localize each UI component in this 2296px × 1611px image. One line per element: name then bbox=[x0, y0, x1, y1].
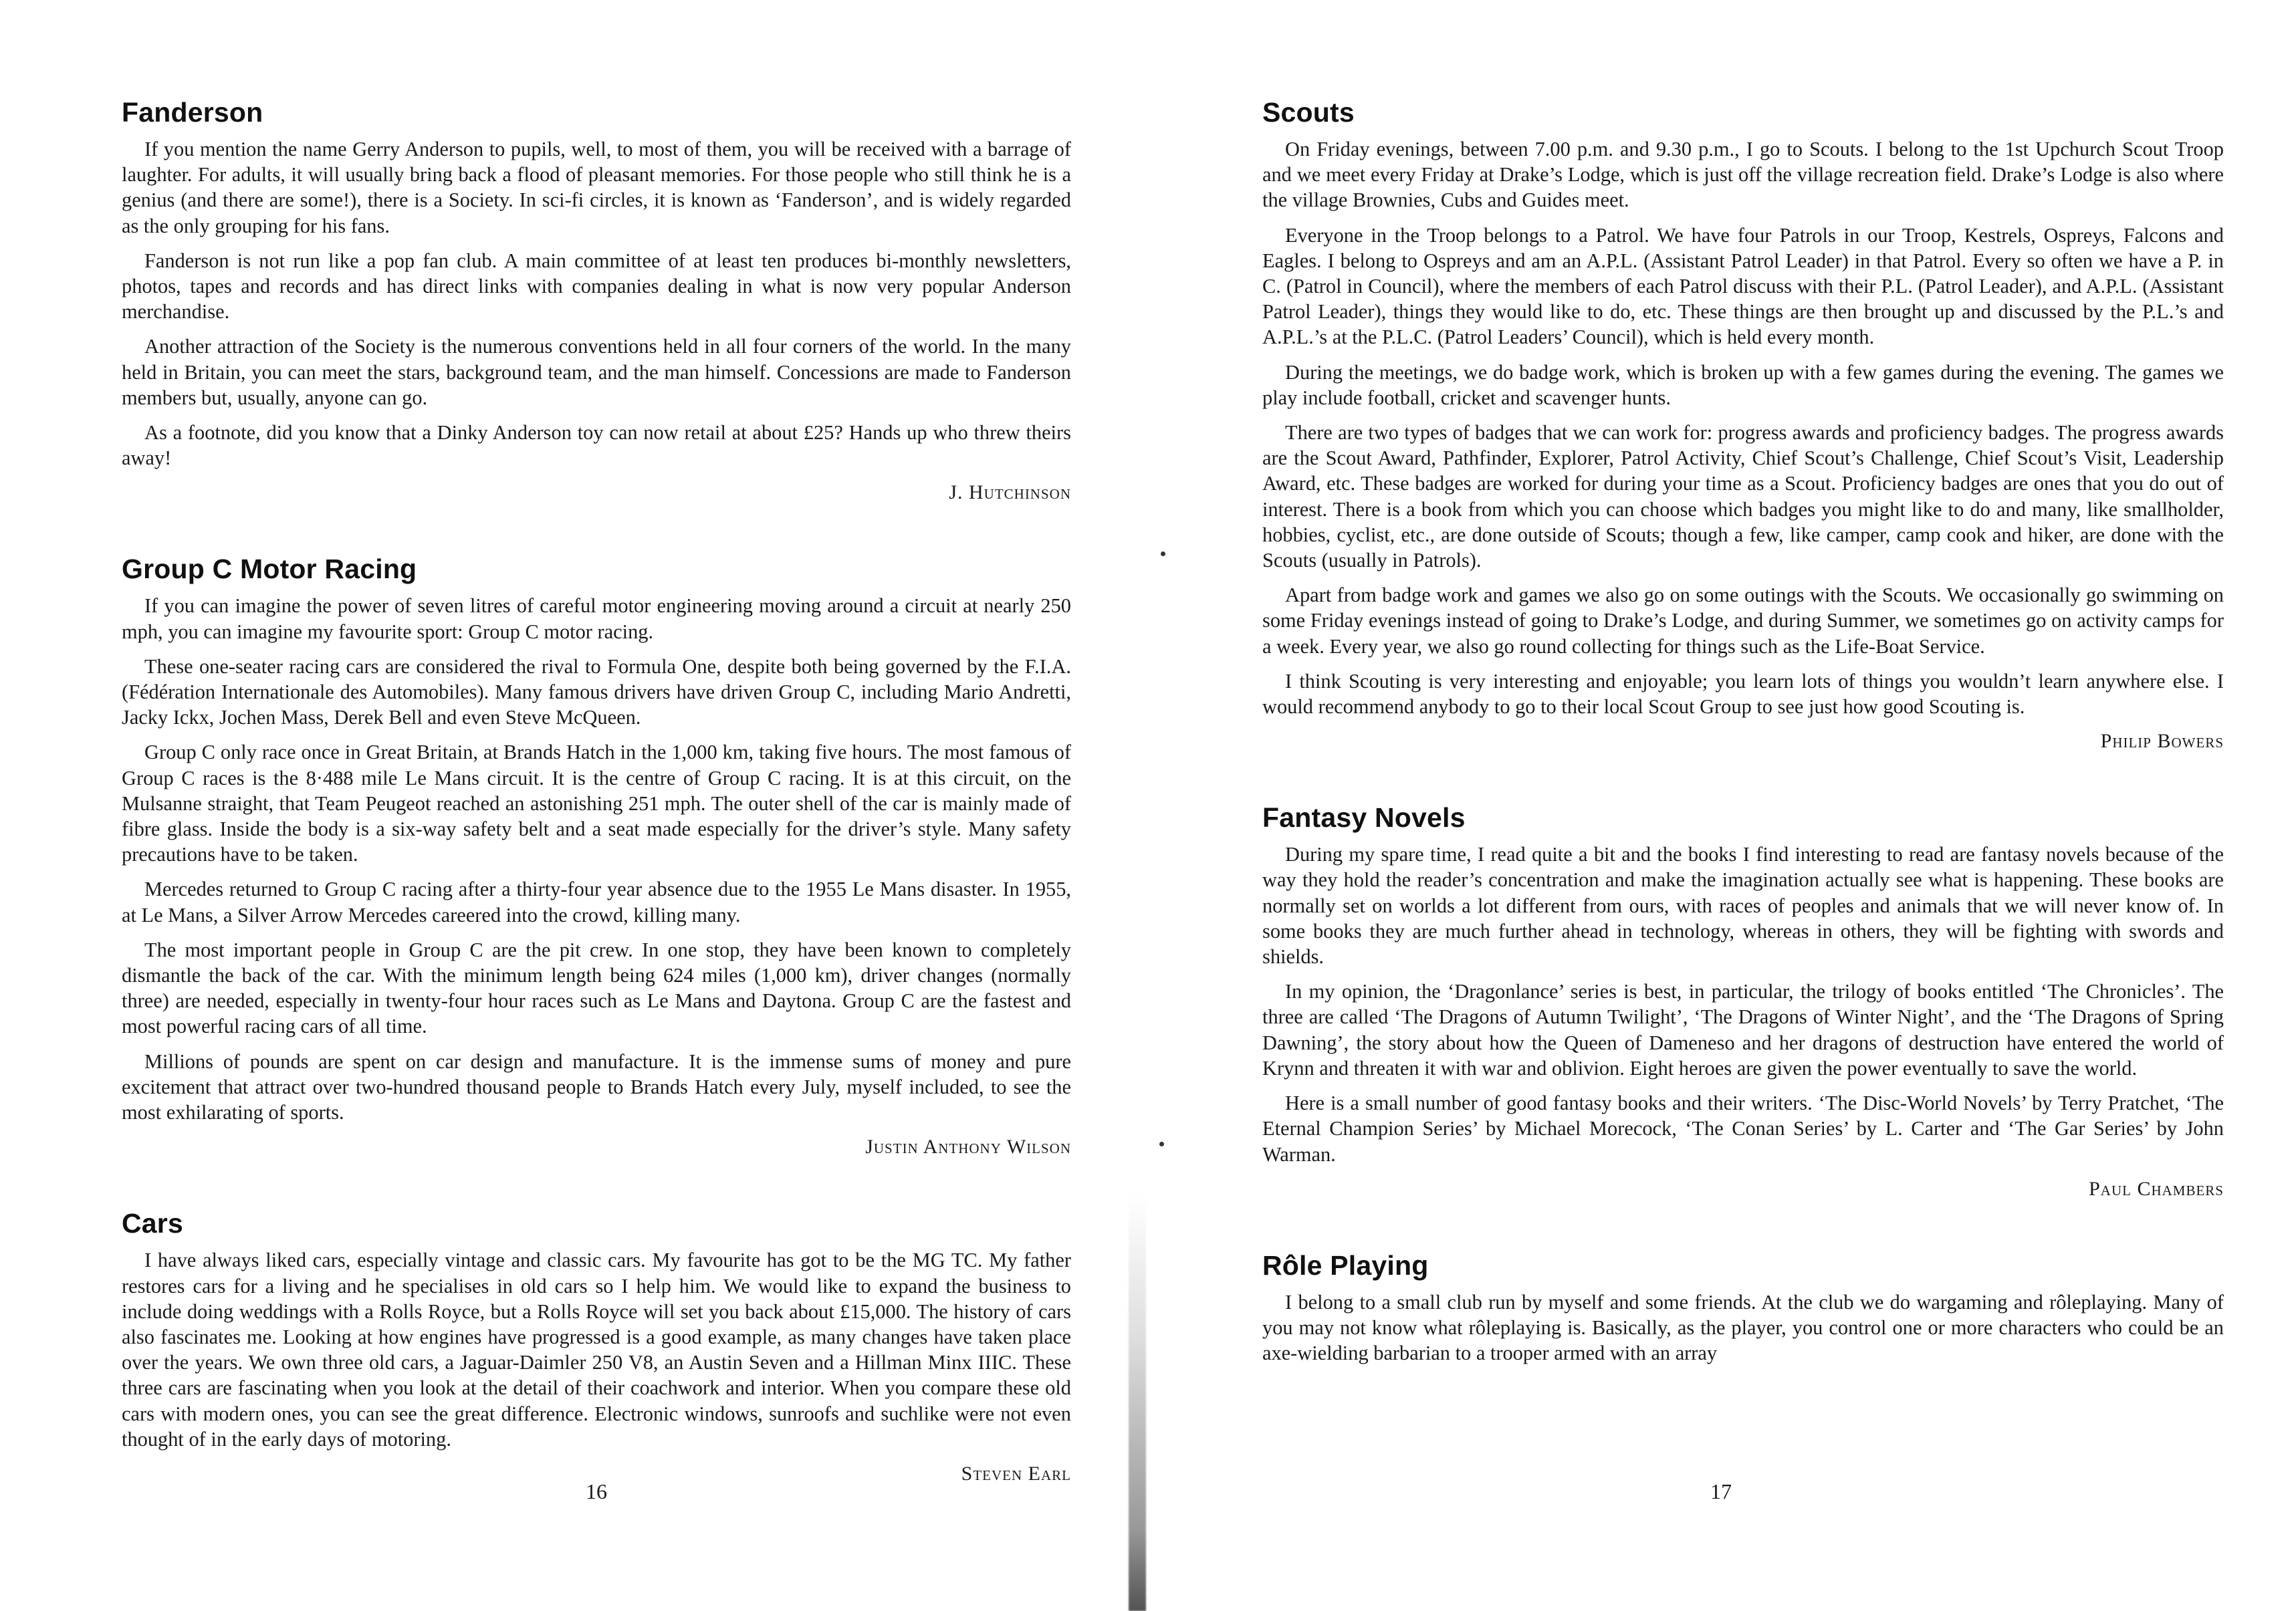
binding-gutter-shadow bbox=[1129, 1197, 1146, 1611]
article-group-c-motor-racing bbox=[122, 553, 1071, 1160]
paragraph: Another attraction of the Society is the numerous conventions held in all four corners of the world. In the many held in Britain, you can meet the stars, background team, and the man himself. Concessions are made to Fanderson members but, usually, anyone can go. bbox=[122, 335, 1071, 409]
left-column bbox=[122, 97, 1071, 1535]
paragraph: Fanderson is not run like a pop fan club. A main committee of at least ten produces bi-monthly newsletters, photos, tapes and records and has direct links with companies dealing in what is now very popular Anderson merchandise. bbox=[122, 249, 1071, 324]
author-name: Philip Bowers bbox=[2100, 730, 2224, 753]
author-byline bbox=[122, 1134, 1071, 1160]
paragraph: Here is a small number of good fantasy books and their writers. ‘The Disc-World Novels’ by Terry Pratchet, ‘The Eternal Champion Series’ by Michael Morecock, ‘The Conan Series’ by L. Carter and ‘The Gar Series’ by John Warman. bbox=[1262, 1092, 2224, 1166]
right-page bbox=[1159, 0, 2296, 1610]
left-page bbox=[0, 0, 1137, 1610]
article-role-playing bbox=[1262, 1250, 2224, 1366]
author-byline bbox=[122, 480, 1071, 505]
author-name: J. Hutchinson bbox=[949, 481, 1071, 504]
paragraph: I think Scouting is very interesting and enjoyable; you learn lots of things you wouldn’t learn anywhere else. I would recommend anybody to go to their local Scout Group to see just how good Scouting is. bbox=[1262, 669, 2224, 719]
page-number: 16 bbox=[586, 1479, 607, 1503]
paragraph: The most important people in Group C are the pit crew. In one stop, they have been known to completely dismantle the back of the car. With the minimum length being 624 miles (1,000 km), driver changes (normally three) are needed, especially in twenty-four hour races such as Le Mans and Daytona. Group C are the fastest and most powerful racing cars of all time. bbox=[122, 938, 1071, 1038]
paragraph: Millions of pounds are spent on car design and manufacture. It is the immense sums of money and pure excitement that attract over two-hundred thousand people to Brands Hatch every July, myself included, to see the most exhilarating of sports. bbox=[122, 1049, 1071, 1124]
paragraph: Mercedes returned to Group C racing after a thirty-four year absence due to the 1955 Le Mans disaster. In 1955, at Le Mans, a Silver Arrow Mercedes careered into the crowd, killing many. bbox=[122, 878, 1071, 926]
article-fantasy-novels bbox=[1262, 802, 2224, 1201]
right-column bbox=[1262, 97, 2224, 1414]
paragraph: These one-seater racing cars are considered the rival to Formula One, despite both being governed by the F.I.A. (Fédération Internationale des Automobiles). Many famous drivers have driven Group C, including Mario Andretti, Jacky Ickx, Jochen Mass, Derek Bell and even Steve McQueen. bbox=[122, 654, 1071, 729]
paragraph: Everyone in the Troop belongs to a Patrol. We have four Patrols in our Troop, Kestrels, Ospreys, Falcons and Eagles. I belong to Ospreys and am an A.P.L. (Assistant Patrol Leader) in that Patrol. Every so often we have a P. in C. (Patrol in Council), where the members of each Patrol discuss with their P.L. (Patrol Leader), and A.P.L. (Assistant Patrol Leader), things they would like to do, etc. These things are then brought up and discussed by the P.L.’s and A.P.L.’s at the P.L.C. (Patrol Leaders’ Council), which is held every month. bbox=[1262, 223, 2224, 349]
author-byline bbox=[1262, 729, 2224, 754]
article-title: Fantasy Novels bbox=[1262, 802, 1466, 834]
paragraph: Apart from badge work and games we also go on some outings with the Scouts. We occasionally go swimming on some Friday evenings instead of going to Drake’s Lodge, and during Summer, we sometimes go on activity camps for a week. Every year, we also go round collecting for things such as the Life-Boat Service. bbox=[1262, 584, 2224, 658]
page-number: 17 bbox=[1710, 1479, 1732, 1503]
article-title: Group C Motor Racing bbox=[122, 553, 417, 585]
paragraph: Group C only race once in Great Britain, at Brands Hatch in the 1,000 km, taking five hours. The most famous of Group C races is the 8·488 mile Le Mans circuit. It is the centre of Group C racing. It is at this circuit, on the Mulsanne straight, that Team Peugeot reached an astonishing 251 mph. The outer shell of the car is mainly made of fibre glass. Inside the body is a six-way safety belt and a seat made especially for the driver’s style. Many safety precautions have to be taken. bbox=[122, 741, 1071, 866]
article-cars bbox=[122, 1208, 1071, 1487]
paragraph: If you can imagine the power of seven litres of careful motor engineering moving around a circuit at nearly 250 mph, you can imagine my favourite sport: Group C motor racing. bbox=[122, 594, 1071, 643]
author-name: Steven Earl bbox=[961, 1462, 1071, 1485]
paragraph: I belong to a small club run by myself and some friends. At the club we do wargaming and rôleplaying. Many of you may not know what rôleplaying is. Basically, as the player, you control one or more characters who could be an axe-wielding barbarian to a trooper armed with an array bbox=[1262, 1290, 2224, 1365]
paragraph: As a footnote, did you know that a Dinky Anderson toy can now retail at about £25? Hands up who threw theirs away! bbox=[122, 421, 1071, 470]
paragraph: There are two types of badges that we can work for: progress awards and proficiency badges. The progress awards are the Scout Award, Pathfinder, Explorer, Patrol Activity, Chief Scout’s Challenge, Chief Scout’s Visit, Leadership Award, etc. These badges are worked for during your time as a Scout. Proficiency badges are ones that you do out of interest. There is a book from which you can choose which badges you might like to do and many, like smallholder, hobbies, cyclist, etc., are done outside of Scouts; though a few, like camper, camp cook and hiker, are done with the Scouts (usually in Patrols). bbox=[1262, 421, 2224, 572]
paragraph: During my spare time, I read quite a bit and the books I find interesting to read are fantasy novels because of the way they hold the reader’s concentration and make the imagination actually see what is happening. These books are normally set on worlds a lot different from ours, with races of peoples and animals that we will never know of. In some books they are much further ahead in technology, whereas in others, they will be fighting with swords and shields. bbox=[1262, 843, 2224, 969]
author-name: Paul Chambers bbox=[2089, 1177, 2224, 1200]
author-byline bbox=[1262, 1176, 2224, 1202]
paragraph: I have always liked cars, especially vintage and classic cars. My favourite has got to be the MG TC. My father restores cars for a living and he specialises in old cars so I help him. We would like to expand the business to include doing weddings with a Rolls Royce, but a Rolls Royce will set you back about £15,000. The history of cars also fascinates me. Looking at how engines have progressed is a good example, as many changes have taken place over the years. We own three old cars, a Jaguar-Daimler 250 V8, an Austin Seven and a Hillman Minx IIIC. These three cars are fascinating when you look at the detail of their coachwork and interior. When you compare these old cars with modern ones, you can see the great difference. Electronic windows, sunroofs and suchlike were not even thought of in the early days of motoring. bbox=[122, 1249, 1071, 1451]
paragraph: If you mention the name Gerry Anderson to pupils, well, to most of them, you will be received with a barrage of laughter. For adults, it will usually bring back a flood of pleasant memories. For those people who still think he is a genius (and there are some!), there is a Society. In sci-fi circles, it is known as ‘Fanderson’, and is widely regarded as the only grouping for his fans. bbox=[122, 138, 1071, 237]
paragraph: On Friday evenings, between 7.00 p.m. and 9.30 p.m., I go to Scouts. I belong to the 1st Upchurch Scout Troop and we meet every Friday at Drake’s Lodge, which is just off the village recreation field. Drake’s Lodge is also where the village Brownies, Cubs and Guides meet. bbox=[1262, 138, 2224, 212]
article-title: Cars bbox=[122, 1208, 183, 1239]
paragraph: In my opinion, the ‘Dragonlance’ series is best, in particular, the trilogy of books entitled ‘The Chronicles’. The three are called ‘The Dragons of Autumn Twilight’, ‘The Dragons of Winter Night’, and the ‘The Dragons of Spring Dawning’, the story about how the Queen of Dameneso and her dragons of destruction have entered the world of Krynn and threaten it with war and oblivion. Eight heroes are given the power eventually to save the world. bbox=[1262, 980, 2224, 1080]
article-title: Rôle Playing bbox=[1262, 1249, 1429, 1281]
paragraph: During the meetings, we do badge work, which is broken up with a few games during the evening. The games we play include football, cricket and scavenger hunts. bbox=[1262, 360, 2224, 409]
article-title: Scouts bbox=[1262, 97, 1355, 128]
article-scouts bbox=[1262, 97, 2224, 754]
article-fanderson bbox=[122, 97, 1071, 505]
article-title: Fanderson bbox=[122, 97, 263, 128]
author-name: Justin Anthony Wilson bbox=[865, 1136, 1071, 1158]
